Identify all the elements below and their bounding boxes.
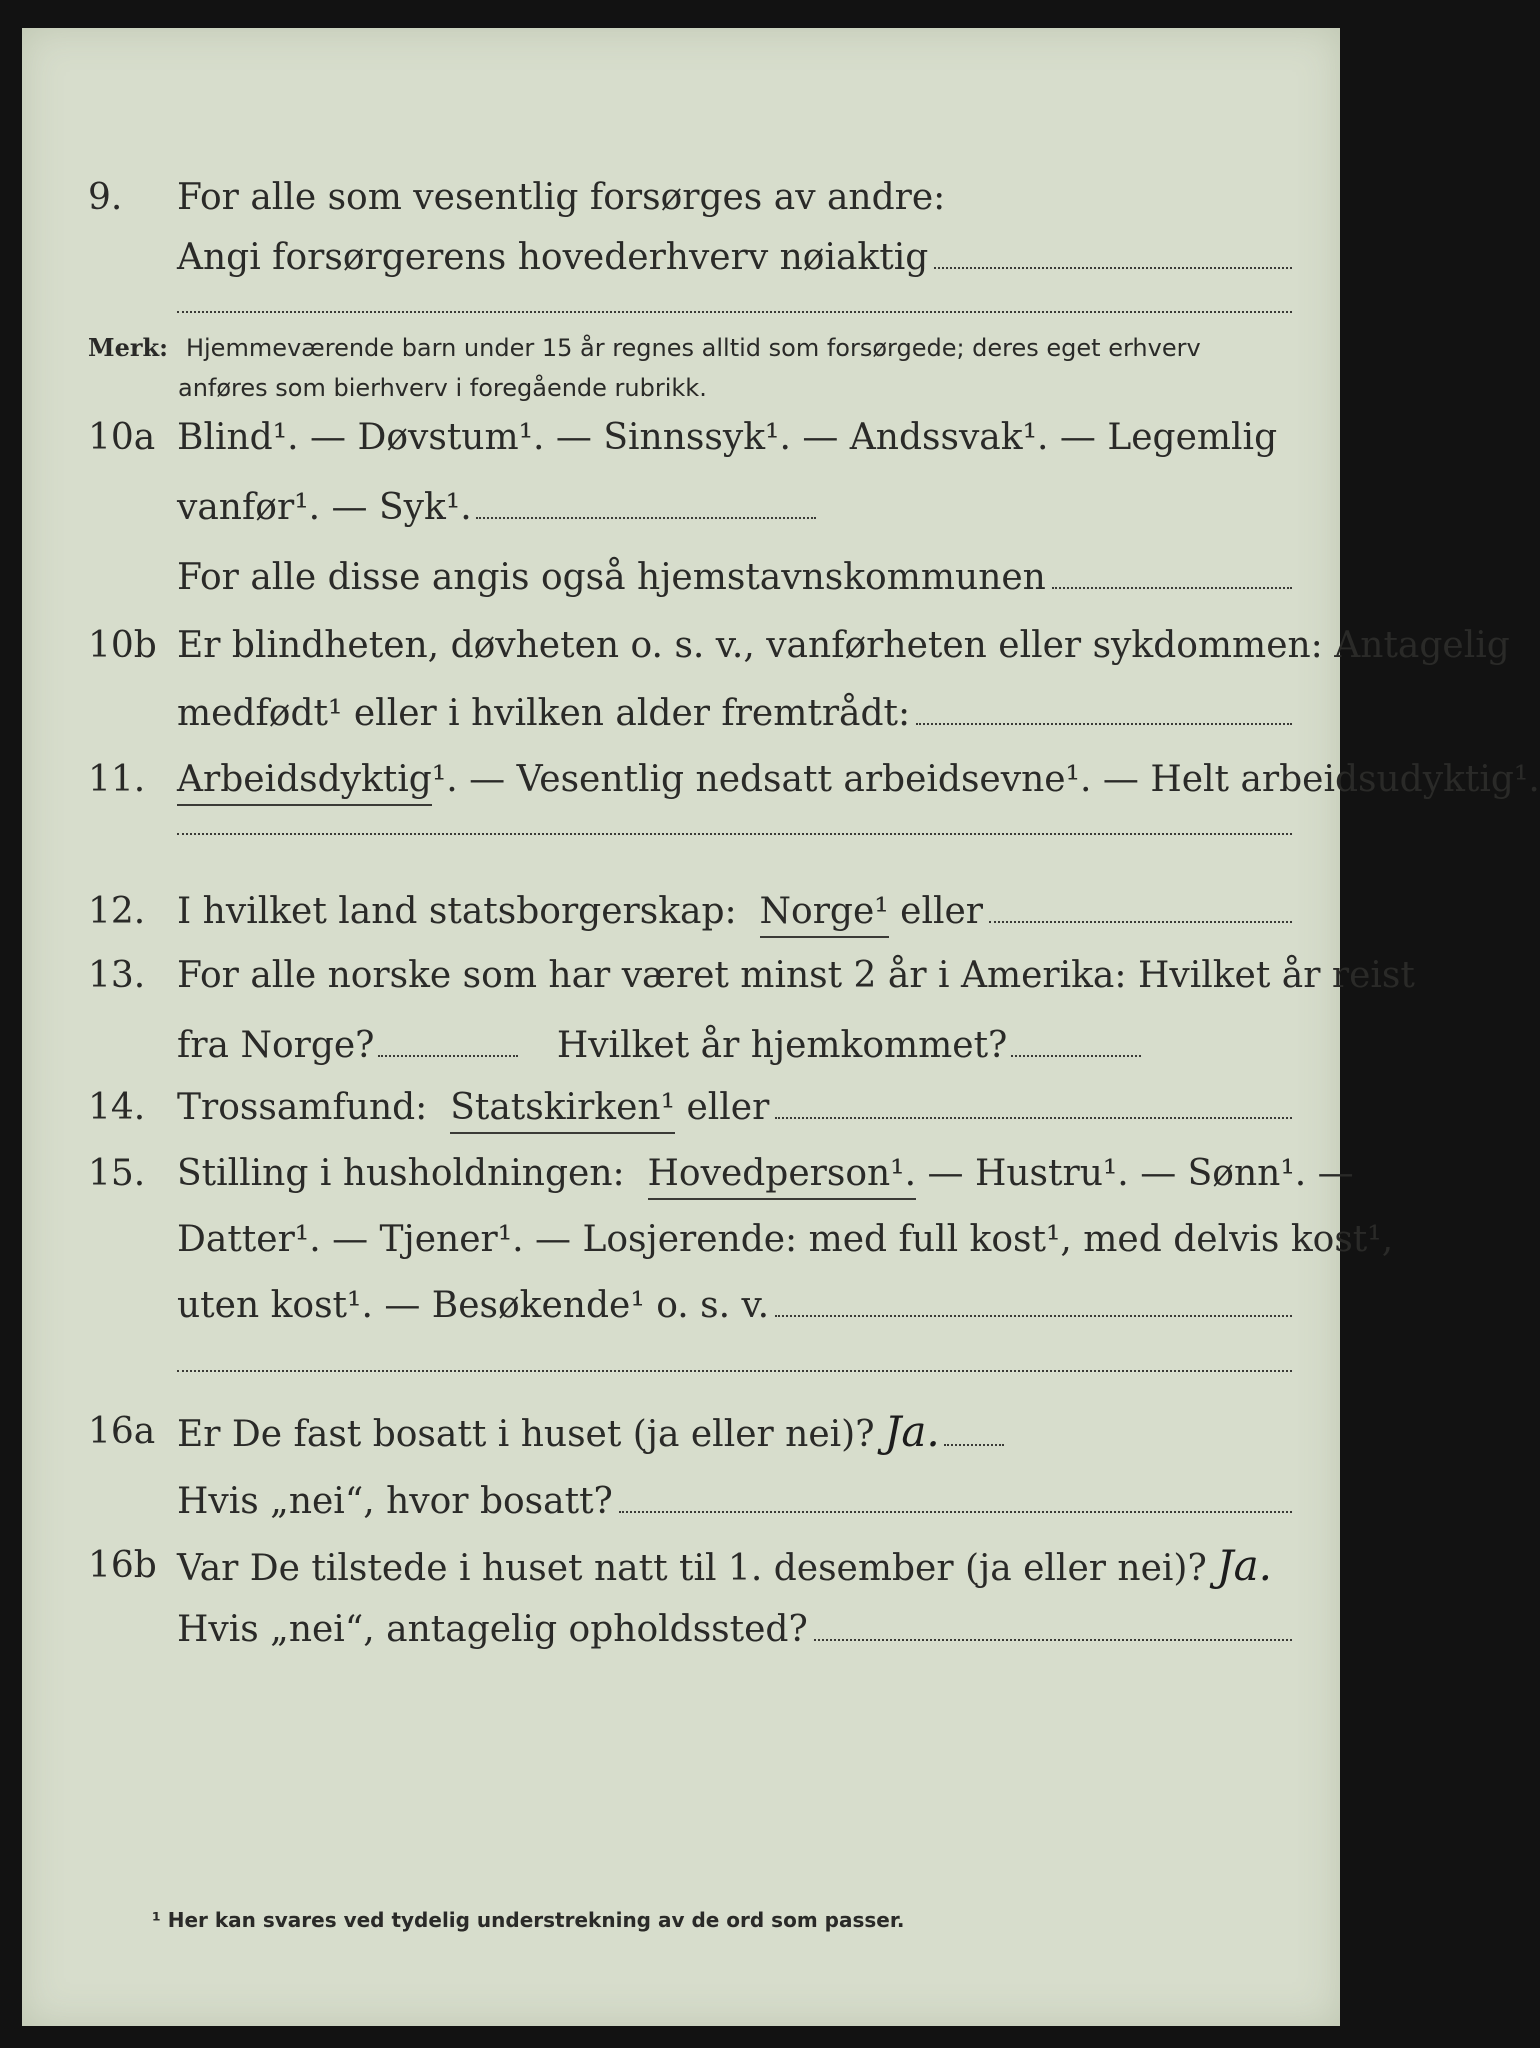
answer-field[interactable]	[934, 243, 1292, 269]
question-number: 11.	[88, 759, 146, 800]
question-number: 16b	[88, 1545, 157, 1586]
answer-field[interactable]	[989, 897, 1292, 923]
question-text: Datter¹. — Tjener¹. — Losjerende: med full kost¹, med delvis kost¹,	[177, 1219, 1394, 1260]
answer-line[interactable]	[177, 833, 1292, 835]
answer-field[interactable]	[916, 699, 1292, 725]
merk-text: Hjemmeværende barn under 15 år regnes alltid som forsørgede; deres eget erhverv	[185, 334, 1201, 362]
question-text: Hvilket år hjemkommet?	[556, 1025, 1008, 1066]
question-text: eller	[900, 891, 984, 932]
answer-field[interactable]	[814, 1615, 1292, 1641]
selected-option[interactable]: Norge¹	[760, 890, 889, 938]
question-number: 16a	[88, 1411, 156, 1452]
answer-field[interactable]	[775, 1093, 1292, 1119]
selected-option[interactable]: Statskirken¹	[450, 1086, 675, 1134]
merk-note	[88, 328, 1292, 408]
answer-field[interactable]	[944, 1420, 1004, 1446]
question-text: Var De tilstede i huset natt til 1. desember (ja eller nei)?	[177, 1548, 1207, 1589]
question-text: fra Norge?	[177, 1025, 375, 1066]
question-text: eller	[686, 1087, 770, 1128]
question-number: 9.	[88, 177, 123, 218]
selected-option[interactable]: Hovedperson¹.	[648, 1152, 917, 1200]
answer-field[interactable]	[1011, 1031, 1141, 1057]
question-text: For alle norske som har været minst 2 år i Amerika: Hvilket år reist	[177, 955, 1415, 996]
question-text: Hvis „nei“, hvor bosatt?	[177, 1481, 613, 1522]
question-text: vanfør¹. — Syk¹.	[177, 487, 472, 528]
question-text: Blind¹. — Døvstum¹. — Sinnssyk¹. — Andssvak¹. — Legemlig	[177, 417, 1278, 458]
answer-line[interactable]	[177, 311, 1292, 313]
question-text: uten kost¹. — Besøkende¹ o. s. v.	[177, 1285, 770, 1326]
merk-label: Merk:	[88, 333, 168, 362]
question-text: I hvilket land statsborgerskap:	[177, 891, 737, 932]
answer-line[interactable]	[177, 1370, 1292, 1372]
answer-field[interactable]	[378, 1031, 518, 1057]
footnote: ¹ Her kan svares ved tydelig understrekning av de ord som passer.	[152, 1908, 905, 1932]
handwritten-answer[interactable]: Ja.	[884, 1407, 940, 1456]
question-text: — Hustru¹. — Sønn¹. —	[927, 1153, 1354, 1194]
question-text: For alle som vesentlig forsørges av andre:	[177, 177, 946, 218]
question-text: For alle disse angis også hjemstavnskommunen	[177, 557, 1046, 598]
selected-option[interactable]: Arbeidsdyktig	[177, 758, 432, 806]
answer-field[interactable]	[1052, 563, 1292, 589]
question-text: Stilling i husholdningen:	[177, 1153, 625, 1194]
answer-field[interactable]	[775, 1291, 1292, 1317]
question-number: 15.	[88, 1153, 146, 1194]
census-form-page	[22, 28, 1540, 2026]
question-text: Angi forsørgerens hovederhverv nøiaktig	[177, 237, 929, 278]
question-text: medfødt¹ eller i hvilken alder fremtrådt:	[177, 693, 911, 734]
handwritten-answer[interactable]: Ja.	[1216, 1541, 1272, 1590]
question-text: ¹. — Vesentlig nedsatt arbeidsevne¹. — Helt arbeidsudyktig¹.	[431, 759, 1540, 800]
answer-field[interactable]	[476, 493, 816, 519]
question-text: Er blindheten, døvheten o. s. v., vanførheten eller sykdommen: Antagelig	[177, 625, 1510, 666]
question-number: 10a	[88, 417, 156, 458]
merk-text-line2: anføres som bierhverv i foregående rubrikk.	[178, 374, 707, 402]
question-text: Hvis „nei“, antagelig opholdssted?	[177, 1609, 808, 1650]
question-number: 10b	[88, 625, 157, 666]
question-number: 13.	[88, 955, 146, 996]
answer-field[interactable]	[619, 1487, 1292, 1513]
question-text: Er De fast bosatt i huset (ja eller nei)?	[177, 1414, 875, 1455]
question-number: 12.	[88, 891, 146, 932]
question-text: Trossamfund:	[177, 1087, 428, 1128]
question-number: 14.	[88, 1087, 146, 1128]
